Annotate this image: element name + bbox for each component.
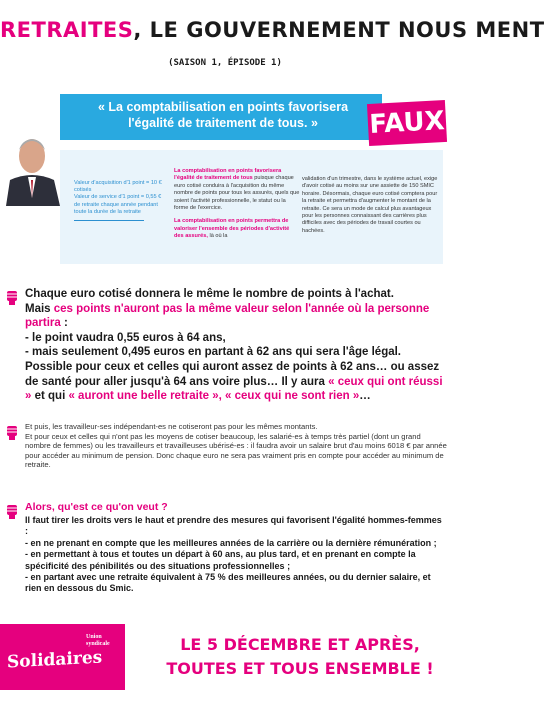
fist-icon [4, 503, 20, 519]
info-heading-1: La comptabilisation en points favorisera l'égalité de traitement de tous [174, 168, 282, 182]
info-text-middle [174, 168, 300, 241]
info-values [74, 180, 166, 225]
quote-text: « La comptabilisation en points favorisera l'égalité de traitement de tous. » [97, 100, 349, 130]
politician-photo [4, 122, 60, 206]
section-demands-title: Alors, qu'est ce qu'on veut ? [25, 501, 168, 513]
sec1-line1: Chaque euro cotisé donnera le même le nombre de points à l'achat. [25, 288, 394, 300]
sec1-possible: Possible pour ceux et celles qui auront assez de points à 62 ans… ou assez de santé pour aller jusqu'à 64 ans voire plus… Il y aura [25, 360, 440, 388]
slogan [150, 633, 450, 681]
sec1-mais: Mais [25, 302, 54, 315]
sec1-reussi: « ceux qui ont réussi » [25, 375, 443, 403]
sec2-para2: Et pour ceux et celles qui n'ont pas les moyens de cotiser beaucoup, les salarié-es à temps très partiel (dont un grand nombre de femmes) ou les travailleurs et travailleuses ubérisé-es : il faudra avoir un salaire brut d'au moins 6018 € par année pour accéder au minimum de pension. Donc chaque euro ne sera pas vraiment pris en compte pour accéder au minimum de retraite. [25, 431, 447, 470]
sec1-line5 [25, 360, 447, 404]
slogan-line1: LE 5 DÉCEMBRE ET APRÈS, [180, 635, 420, 654]
fist-icon [4, 424, 20, 440]
info-heading-2: La comptabilisation en points permettra de valoriser l'ensemble des périodes d'activité des assurés, [174, 218, 290, 240]
info-text-right: validation d'un trimestre, dans le système actuel, exige d'avoir cotisé au moins sur une assiette de 150 SMIC horaire. Désormais, chaque euro cotisé comptera pour la retraite et permettra d'augmenter le montant de la retraite. Ce sera un mode de calcul plus avantageux pour les personnes connaissant des carrières plus difficiles avec des périodes de travail courtes ou hachées. [302, 176, 438, 234]
episode-subtitle: (SAISON 1, ÉPISODE 1) [168, 58, 282, 68]
sec3-item3: - en partant avec une retraite équivalent à 75 % des meilleures années, ou du dernier salaire, et rien en dessous du Smic. [25, 572, 431, 594]
sec1-colon: : [60, 317, 68, 330]
divider [74, 220, 144, 221]
section-points [25, 287, 447, 404]
logo-wordmark: Solidaires [7, 647, 103, 673]
sec1-et-qui: et qui [31, 390, 69, 403]
acquisition-value: Valeur d'acquisition d'1 point = 10 € cotisés [74, 180, 162, 194]
title-rest: , LE GOUVERNEMENT NOUS MENT [133, 18, 545, 42]
section-independants [25, 422, 447, 470]
sec3-item1: - en ne prenant en compte que les meilleures années de la carrière ou la dernière rémunération ; [25, 537, 437, 548]
section-demands [25, 515, 447, 595]
service-value: Valeur de service d'1 point = 0,55 € de retraite chaque année pendant toute la durée de la retraite [74, 194, 162, 215]
sec1-ellipsis: … [359, 390, 371, 403]
quote-banner [60, 94, 382, 140]
sec3-intro: Il faut tirer les droits vers le haut et prendre des mesures qui favorisent l'égalité hommes-femmes : [25, 515, 442, 537]
sec2-para1: Et puis, les travailleur-ses indépendant-es ne cotiseront pas pour les mêmes montants. [25, 422, 318, 431]
slogan-line2: TOUTES ET TOUS ENSEMBLE ! [166, 659, 434, 678]
sec1-line4: - mais seulement 0,495 euros en partant à 62 ans qui sera l'âge légal. [25, 346, 402, 359]
sec1-highlight: ces points n'auront pas la même valeur selon l'année où la personne partira [25, 302, 430, 330]
sec3-item2: - en permettant à tous et toutes un départ à 60 ans, au plus tard, et en prenant en compte la spécificité des pénibilités ou des situations professionnelles ; [25, 549, 416, 571]
page-title [0, 18, 545, 42]
fist-icon [4, 289, 20, 305]
sec1-line2 [25, 302, 447, 331]
logo-subtitle: Union syndicale [86, 634, 110, 647]
faux-stamp: FAUX [367, 100, 447, 146]
info-body-1: puisque chaque euro cotisé conduira à l'acquisition du même nombre de points pour tous les assurés, quels que soient l'activité professionnelle, le statut ou la forme de l'exercice. [174, 175, 300, 212]
info-tail: là où la [209, 233, 228, 240]
title-retraites: RETRAITES [0, 18, 134, 42]
sec1-line3: - le point vaudra 0,55 euros à 64 ans, [25, 331, 226, 344]
sec1-belle-retraite: « auront une belle retraite », « ceux qui ne sont rien » [68, 390, 360, 403]
